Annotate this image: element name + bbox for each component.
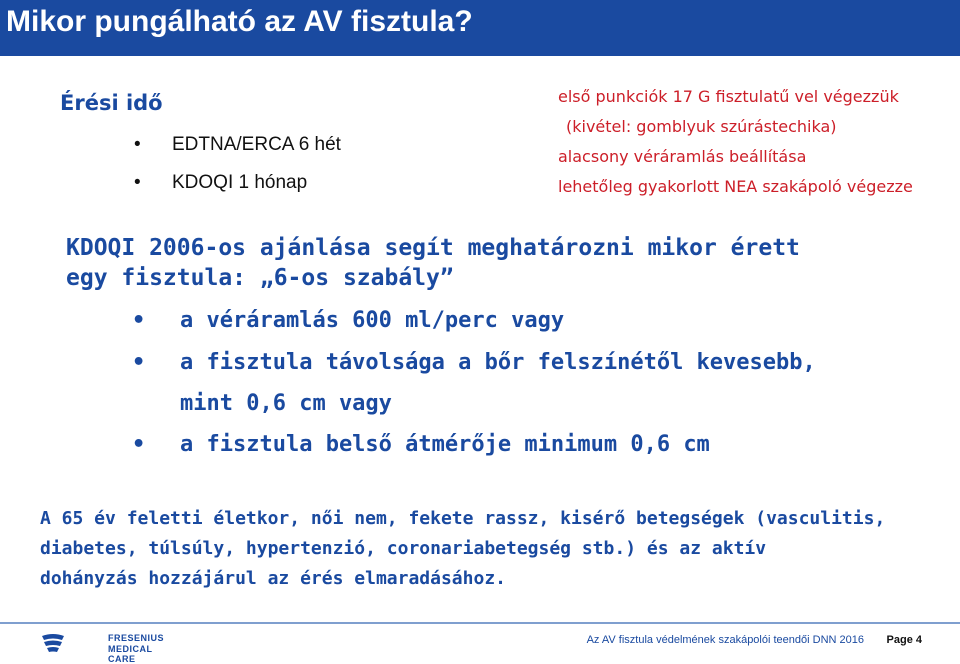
fresenius-logo-icon — [40, 632, 66, 654]
footer-divider — [0, 622, 960, 624]
bullet-dot: • — [132, 308, 146, 333]
bullet-text: a fisztula távolsága a bőr felszínétől kevesebb, — [180, 350, 816, 375]
footer-caption: Az AV fisztula védelmének szakápolói teendői DNN 2016 — [586, 634, 864, 646]
title-bar — [0, 0, 960, 56]
bullet-text: EDTNA/ERCA 6 hét — [172, 134, 341, 155]
bullet-dot: • — [134, 134, 141, 155]
bullet-text: a véráramlás 600 ml/perc vagy — [180, 308, 565, 333]
note-low-bloodflow: alacsony véráramlás beállítása — [558, 147, 807, 166]
bullet-dot: • — [132, 432, 146, 457]
logo-text-line1: FRESENIUS — [108, 633, 165, 643]
note-exception: (kivétel: gomblyuk szúrástechika) — [566, 117, 837, 136]
bullet-text: KDOQI 1 hónap — [172, 172, 308, 193]
risk-paragraph-line1: A 65 év feletti életkor, női nem, fekete rassz, kisérő betegségek (vasculitis, — [40, 508, 886, 529]
note-experienced-nurse: lehetőleg gyakorlott NEA szakápoló végezze — [558, 177, 913, 196]
note-first-punctures: első punkciók 17 G fisztulatű vel végezzük — [558, 87, 899, 106]
logo-text-line2: MEDICAL CARE — [108, 644, 153, 664]
rule-bullet-depth-continuation: mint 0,6 cm vagy — [180, 391, 392, 416]
bullet-dot: • — [132, 350, 146, 375]
risk-paragraph-line2: diabetes, túlsúly, hypertenzió, coronariabetegség stb.) és az aktív — [40, 538, 767, 559]
bullet-text: a fisztula belső átmérője minimum 0,6 cm — [180, 432, 710, 457]
fresenius-logo — [40, 632, 165, 664]
bullet-dot: • — [134, 172, 141, 193]
slide-title: Mikor pungálható az AV fisztula? — [6, 5, 473, 38]
kdoqi-heading-line2: egy fisztula: „6-os szabály” — [66, 265, 454, 291]
risk-paragraph-line3: dohányzás hozzájárul az érés elmaradásához. — [40, 568, 506, 589]
section-heading-maturation: Érési idő — [60, 91, 163, 115]
kdoqi-heading-line1: KDOQI 2006-os ajánlása segít meghatározni mikor érett — [66, 235, 800, 261]
page-number: Page 4 — [886, 634, 922, 646]
